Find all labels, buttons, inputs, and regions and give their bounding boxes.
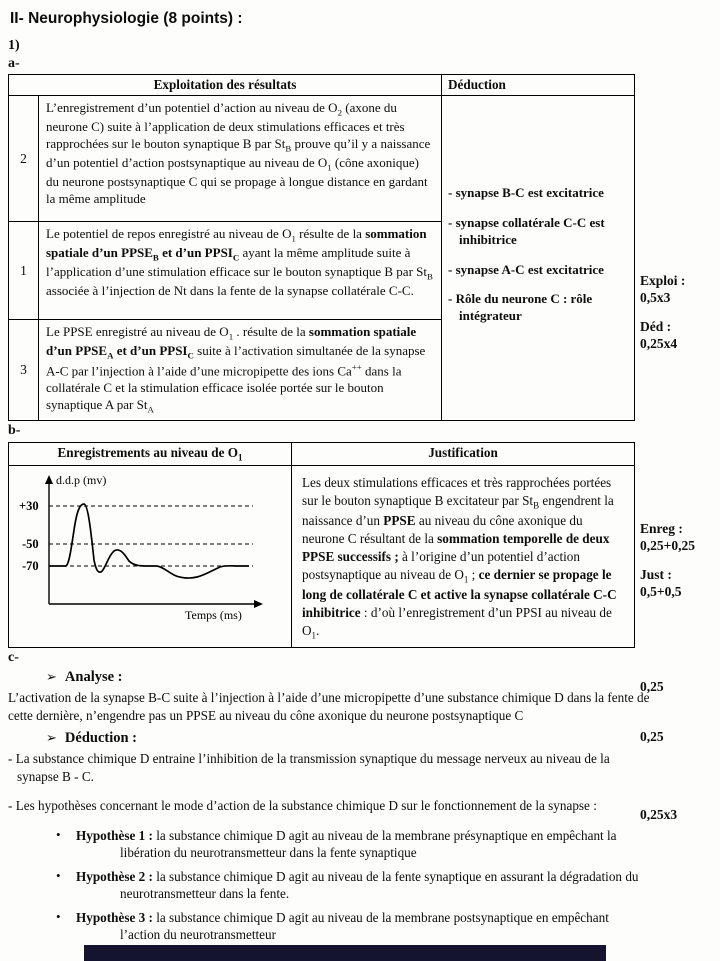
enregistrements-header-cell: Enregistrements au niveau de $O_1$	[9, 443, 292, 466]
hypothesis-item	[56, 909, 646, 944]
hypothesis-item	[56, 868, 646, 903]
row-number: 3	[9, 320, 39, 421]
hypothesis-item	[56, 827, 646, 862]
table2-header-row	[9, 443, 635, 466]
deduction-heading-label: Déduction :	[64, 730, 138, 747]
score-note-exploitation	[640, 272, 718, 307]
hypothesis-text-block	[76, 827, 646, 862]
analyse-heading-label: Analyse :	[64, 668, 123, 685]
score-note-hypotheses	[640, 806, 718, 823]
score-value: 0,25	[640, 679, 664, 694]
hypothesis-label: Hypothèse 1 :	[76, 827, 153, 843]
hypothesis-text: la substance chimique D agit au niveau de la membrane présynaptique en empêchant la libération du neurotransmetteur dans la fente synaptique	[120, 827, 617, 861]
row-number: 2	[9, 96, 39, 222]
table-row	[9, 96, 635, 222]
bullet-icon: •	[56, 908, 61, 924]
score-note-deduction-c	[640, 728, 718, 745]
enregistrement-justification-table	[8, 442, 635, 648]
deduction-item: - synapse A-C est excitatrice	[448, 261, 604, 277]
score-value: 0,5x3	[640, 290, 671, 306]
y-axis-arrow-icon	[45, 475, 53, 484]
bullet-icon: •	[56, 867, 61, 883]
ytick-minus50: -50	[22, 536, 39, 551]
x-axis-arrow-icon	[254, 600, 263, 608]
question-1-label: 1)	[8, 38, 20, 53]
score-value: 0,5+0,5	[640, 584, 682, 600]
arrow-bullet-icon: ➢	[46, 730, 57, 746]
deduction-item: - synapse collatérale C-C est inhibitrice	[448, 214, 605, 247]
table-row	[9, 465, 635, 647]
o1-recording-chart	[11, 470, 291, 642]
ytick-minus70: -70	[22, 558, 39, 573]
hypothesis-label: Hypothèse 3 :	[76, 909, 153, 925]
question-c-label: c-	[8, 649, 19, 665]
score-value: 0,25+0,25	[640, 538, 695, 554]
exploitation-text: L’enregistrement d’un potentiel d’action au niveau de $O_2$ (axone du neurone C) suite à l’application de deux stimulations efficaces et très rapprochées sur le bouton synaptique B par $St_B$ prouve qu’il y a naissance d’un potentiel d’action postsynaptique au niveau de $O_1$ (cône axonique) du neurone postsynaptique C qui se propage à longue distance en gardant la même amplitude	[39, 96, 442, 222]
main-column	[8, 8, 656, 950]
table1-header-row	[9, 75, 635, 96]
hypothesis-text: la substance chimique D agit au niveau de la fente synaptique en assurant la dégradation du neurotransmetteur dans la fente.	[120, 868, 639, 902]
deduction-header-cell: Déduction	[442, 75, 635, 96]
ytick-plus30: +30	[19, 498, 39, 513]
justification-header-cell: Justification	[292, 443, 635, 466]
hypotheses-intro: - Les hypothèses concernant le mode d’action de la substance chimique D sur le fonctionnement de la synapse :	[8, 798, 597, 814]
footer-scan-bar	[84, 945, 606, 961]
score-label: Exploi :	[640, 273, 686, 288]
temps-axis-label: Temps (ms)	[185, 607, 242, 622]
score-value: 0,25	[640, 729, 664, 744]
action-potential-trace	[49, 504, 249, 578]
exploitation-header-cell: Exploitation des résultats	[9, 75, 442, 96]
justification-text: Les deux stimulations efficaces et très rapprochées portées sur le bouton synaptique B excitateur par $St_B$ engendrent la naissance d’un PPSE au niveau du cône axonique du neurone C résultant de la sommation temporelle de deux PPSE successifs ; à l’origine d’un potentiel d’action postsynaptique au niveau de $O_1$ ; ce dernier se propage le long de collatérale C et active la synapse collatérale C-C inhibitrice : d’où l’enregistrement d’un PPSI au niveau de $O_1$.	[292, 465, 635, 647]
exploitation-text: Le potentiel de repos enregistré au niveau de $O_1$ résulte de la sommation spatiale d’un $PPSE_B$ et d’un $PPSI_C$ ayant la même amplitude suite à l’application d’une stimulation efficace sur le bouton synaptique B par $St_B$ associée à l’injection de Nt dans la fente de la synapse collatérale C-C.	[39, 222, 442, 320]
question-b-label: b-	[8, 423, 21, 439]
score-label: Enreg :	[640, 521, 683, 536]
score-note-justification	[640, 566, 718, 601]
score-note-enregistrement	[640, 520, 718, 555]
score-label: Déd :	[640, 319, 672, 334]
section-title: II- Neurophysiologie (8 points) :	[10, 10, 243, 27]
deduction-cell	[442, 96, 635, 421]
score-value: 0,25x3	[640, 807, 678, 822]
hypotheses-list	[56, 827, 646, 944]
exploitation-deduction-table	[8, 74, 635, 421]
score-note-analyse	[640, 678, 718, 695]
row-number: 1	[9, 222, 39, 320]
hypothesis-text: la substance chimique D agit au niveau de la membrane postsynaptique en empêchant l’action du neurotransmetteur	[120, 909, 609, 943]
deduction-list	[442, 96, 634, 396]
analyse-heading	[46, 669, 656, 686]
hypothesis-text-block	[76, 909, 646, 944]
chart-cell	[9, 465, 292, 647]
hypothesis-text-block	[76, 868, 646, 903]
exploitation-text: Le PPSE enregistré au niveau de $O_1$ . résulte de la sommation spatiale d’un $PPSE_A$ et d’un $PPSI_C$ suite à l’activation simultanée de la synapse A-C par l’injection à l’aide d’une micropipette des ions Ca++ dans la collatérale C et la stimulation efficace isolée portée sur le bouton synaptique A par $St_A$	[39, 320, 442, 421]
deduction-item: - Rôle du neurone C : rôle intégrateur	[448, 291, 593, 324]
bullet-icon: •	[56, 826, 61, 842]
score-note-deduction	[640, 318, 718, 353]
deduction-heading	[46, 730, 656, 747]
score-label: Just :	[640, 567, 672, 582]
question-a-label: a-	[8, 56, 20, 71]
hypothesis-label: Hypothèse 2 :	[76, 868, 153, 884]
deduction-item: - synapse B-C est excitatrice	[448, 184, 604, 200]
deduction-text: - La substance chimique D entraine l’inhibition de la transmission synaptique du message nerveux au niveau de la synapse B - C.	[8, 751, 610, 784]
arrow-bullet-icon: ➢	[46, 668, 57, 684]
analyse-text: L’activation de la synapse B-C suite à l’injection à l’aide d’une micropipette d’une substance chimique D dans la fente de cette dernière, n’engendre pas un PPSE au niveau du cône axonique du neurone postsynaptique C	[8, 689, 650, 723]
ddp-axis-label: d.d.p (mv)	[56, 472, 107, 487]
score-value: 0,25x4	[640, 336, 678, 352]
